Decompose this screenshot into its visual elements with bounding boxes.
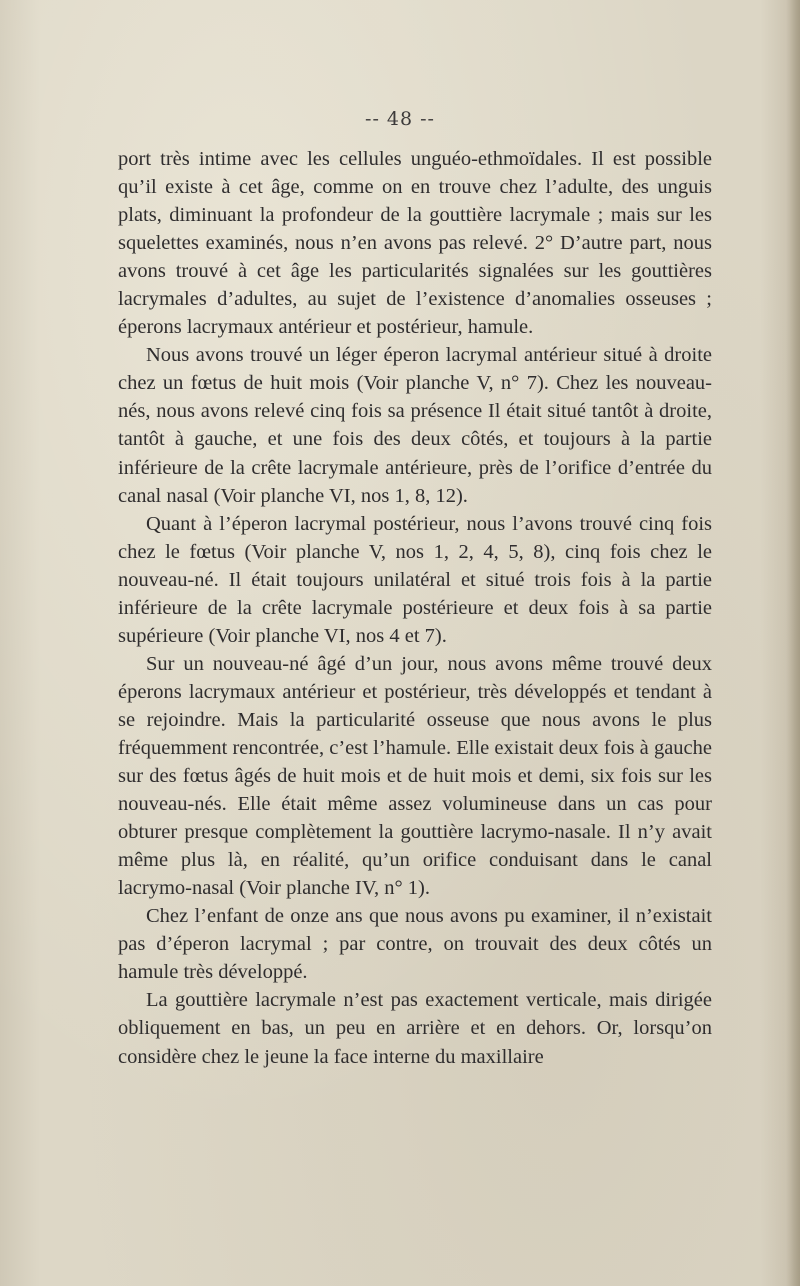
page-number: -- 48 --: [365, 108, 435, 130]
paragraph-3: Quant à l’éperon lacrymal postérieur, nous l’avons trouvé cinq fois chez le fœtus (Voir planche V, nos 1, 2, 4, 5, 8), cinq fois chez le nouveau-né. Il était toujours unilatéral et situé trois fois à la partie inférieure de la crête lacrymale postérieure et deux fois à sa partie supérieure (Voir planche VI, nos 4 et 7).: [118, 512, 712, 647]
paragraph-5: Chez l’enfant de onze ans que nous avons pu examiner, il n’existait pas d’éperon lacrymal ; par contre, on trouvait des deux côtés un hamule très développé.: [118, 905, 712, 984]
paragraph-6: La gouttière lacrymale n’est pas exactement verticale, mais dirigée obliquement en bas, un peu en arrière et en dehors. Or, lorsqu’on considère chez le jeune la face interne du maxillaire: [118, 989, 712, 1068]
body-text: [118, 145, 712, 1071]
paragraph-1: port très intime avec les cellules unguéo-ethmoïdales. Il est possible qu’il existe à cet âge, comme on en trouve chez l’adulte, des unguis plats, diminuant la profondeur de la gouttière lacrymale ; mais sur les squelettes examinés, nous n’en avons pas relevé. 2° D’autre part, nous avons trouvé à cet âge les particularités signalées sur les gouttières lacrymales d’adultes, au sujet de l’existence d’anomalies osseuses ; éperons lacrymaux antérieur et postérieur, hamule.: [118, 148, 712, 339]
paragraph-2: Nous avons trouvé un léger éperon lacrymal antérieur situé à droite chez un fœtus de huit mois (Voir planche V, n° 7). Chez les nouveau-nés, nous avons relevé cinq fois sa présence Il était situé tantôt à droite, tantôt à gauche, et une fois des deux côtés, et toujours à la partie inférieure de la crête lacrymale antérieure, près de l’orifice d’entrée du canal nasal (Voir planche VI, nos 1, 8, 12).: [118, 344, 712, 507]
paragraph-4: Sur un nouveau-né âgé d’un jour, nous avons même trouvé deux éperons lacrymaux antérieur et postérieur, très développés et tendant à se rejoindre. Mais la particularité osseuse que nous avons le plus fréquemment rencontrée, c’est l’hamule. Elle existait deux fois à gauche sur des fœtus âgés de huit mois et de huit mois et demi, six fois sur les nouveau-nés. Elle était même assez volumineuse dans un cas pour obturer presque complètement la gouttière lacrymo-nasale. Il n’y avait même plus là, en réalité, qu’un orifice conduisant dans le canal lacrymo-nasal (Voir planche IV, n° 1).: [118, 652, 712, 900]
page-edge-shadow: [786, 0, 800, 1286]
